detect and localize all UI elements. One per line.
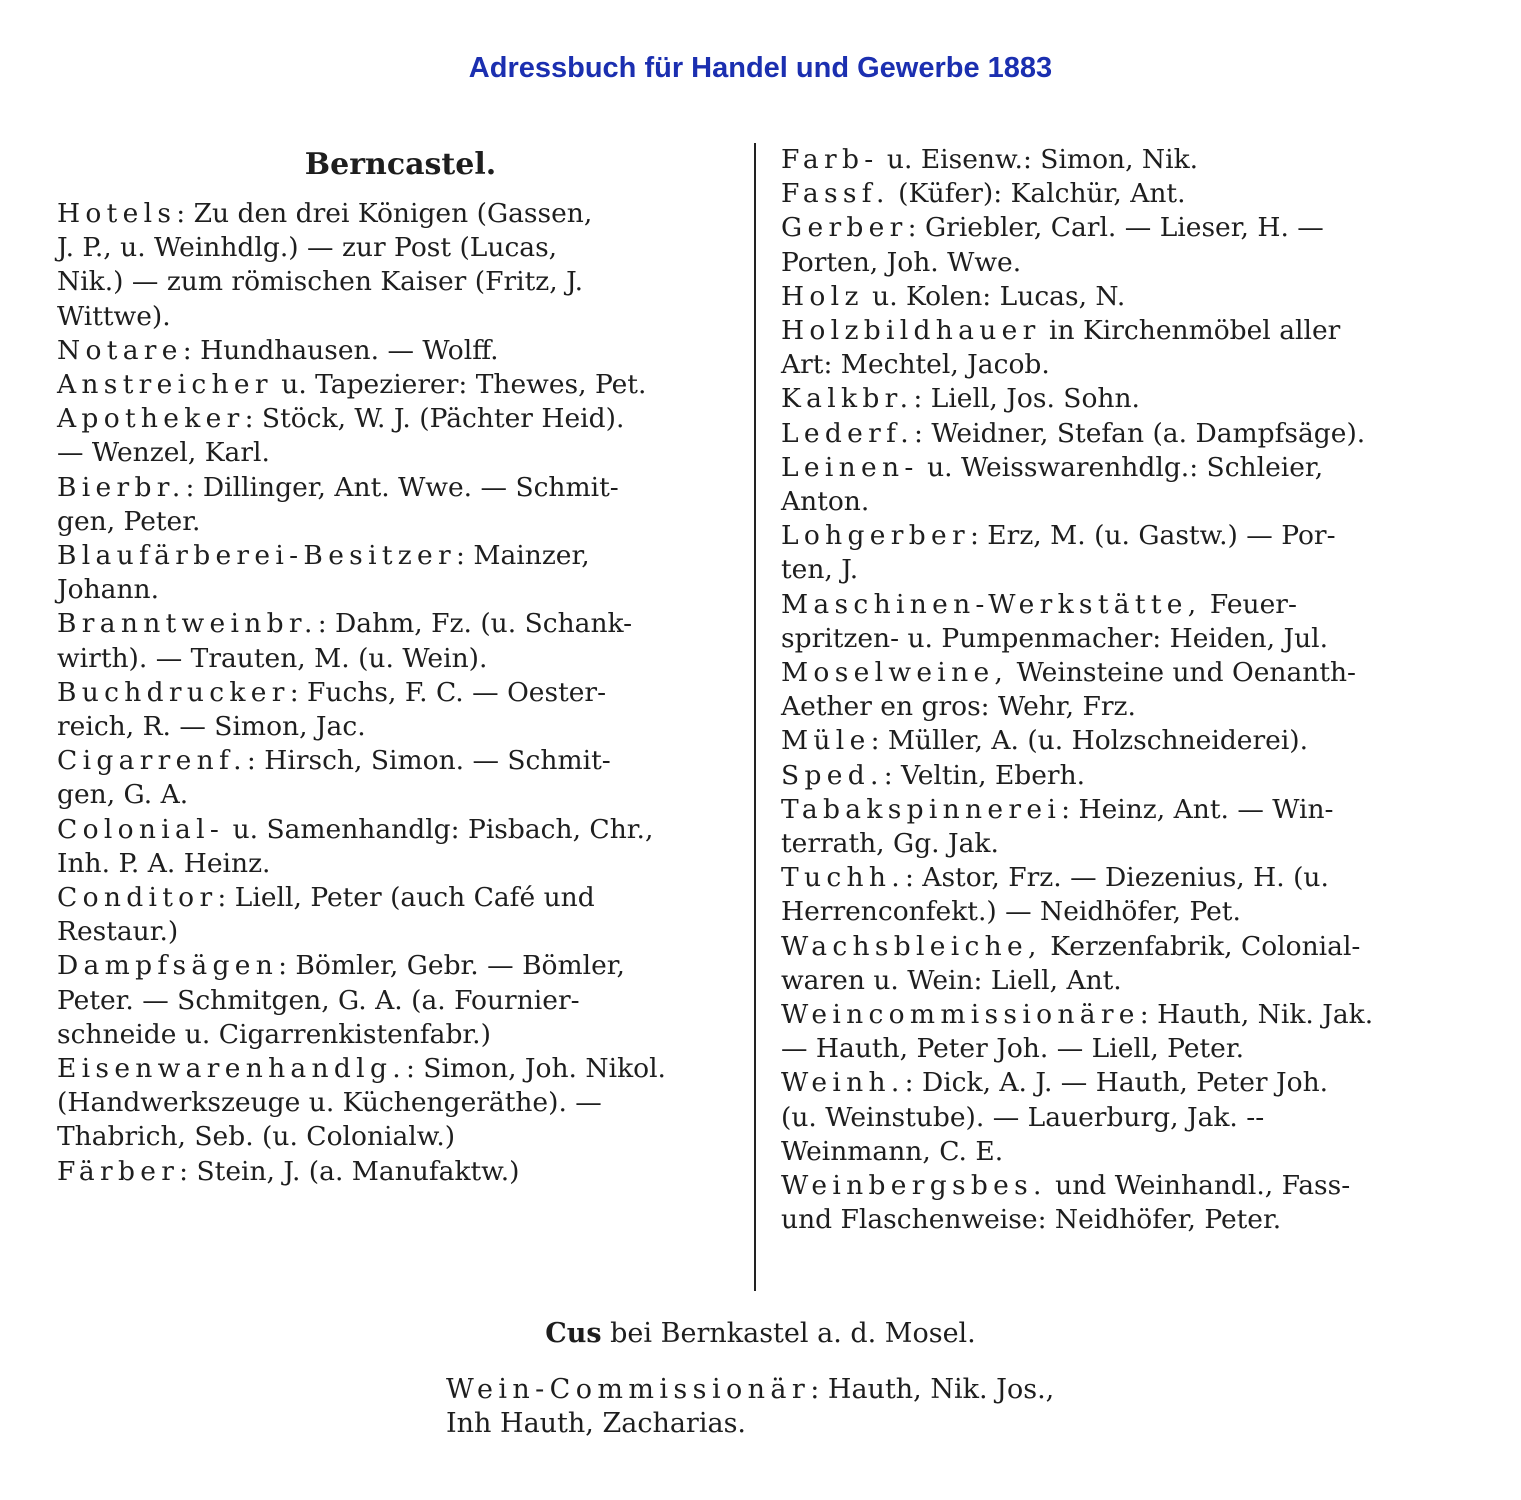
entry-line: Lohgerber: Erz, M. (u. Gastw.) — Por- <box>781 520 1336 552</box>
entry-line: Nik.) — zum römischen Kaiser (Fritz, J. <box>57 266 584 298</box>
footer-directory-entry <box>446 1373 1146 1441</box>
directory-entry <box>781 793 1461 861</box>
entry-line: schneide u. Cigarrenkistenfabr.) <box>57 1018 491 1050</box>
trade-category: Wein-Commissionär <box>446 1374 811 1405</box>
trade-category: Holzbildhauer <box>781 315 1041 347</box>
entry-line: Anstreicher u. Tapezierer: Thewes, Pet. <box>57 369 647 401</box>
trade-category: Fassf. <box>781 178 890 210</box>
entry-line: Sped.: Veltin, Eberh. <box>781 759 1086 791</box>
directory-entry <box>57 368 734 402</box>
entry-line: Thabrich, Seb. (u. Colonialw.) <box>57 1121 456 1153</box>
entry-line: Restaur.) <box>57 916 179 948</box>
entry-line: — Wenzel, Karl. <box>57 437 270 469</box>
entry-line: und Flaschenweise: Neidhöfer, Peter. <box>781 1204 1282 1236</box>
directory-entry <box>781 724 1461 758</box>
entry-line: terrath, Gg. Jak. <box>781 828 999 860</box>
town-heading: Berncastel. <box>304 147 497 182</box>
entry-line: Wein-Commissionär: Hauth, Nik. Jos., <box>446 1374 1055 1405</box>
left-column <box>57 145 734 1189</box>
entry-line: Dampfsägen: Bömler, Gebr. — Bömler, <box>57 950 625 982</box>
directory-entry <box>781 656 1461 724</box>
entry-line: Weinmann, C. E. <box>781 1135 1004 1167</box>
directory-entry <box>57 949 734 1052</box>
trade-category: Anstreicher <box>57 369 273 401</box>
entry-line: wirth). — Trauten, M. (u. Wein). <box>57 642 488 674</box>
entry-line: Johann. <box>57 574 160 606</box>
directory-entry <box>781 930 1461 998</box>
trade-category: Maschinen-Werkstätte, <box>781 588 1202 620</box>
entry-line: Tuchh.: Astor, Frz. — Diezenius, H. (u. <box>781 862 1329 894</box>
entry-line: Herrenconfekt.) — Neidhöfer, Pet. <box>781 896 1241 928</box>
entry-line: Art: Mechtel, Jacob. <box>781 349 1050 381</box>
page-banner-title: Adressbuch für Handel und Gewerbe 1883 <box>468 52 1053 84</box>
entry-line: spritzen- u. Pumpenmacher: Heiden, Jul. <box>781 622 1329 654</box>
directory-entry <box>781 1066 1461 1169</box>
directory-entry <box>781 451 1461 519</box>
trade-category: Holz <box>781 280 864 312</box>
directory-entry <box>57 881 734 949</box>
entry-line: J. P., u. Weinhdlg.) — zur Post (Lucas, <box>57 232 558 264</box>
entry-line: Farb- u. Eisenw.: Simon, Nik. <box>781 144 1199 175</box>
directory-entry <box>781 417 1461 451</box>
trade-category: Branntweinbr. <box>57 608 318 640</box>
right-entry-list <box>781 143 1461 1238</box>
trade-category: Notare <box>57 334 183 366</box>
entry-line: (Handwerkszeuge u. Küchengeräthe). — <box>57 1087 602 1119</box>
entry-line: Müle: Müller, A. (u. Holzschneiderei). <box>781 725 1309 757</box>
trade-category: Weinbergsbes. <box>781 1170 1047 1202</box>
trade-category: Conditor <box>57 882 218 914</box>
directory-entry <box>57 813 734 881</box>
directory-entry <box>781 861 1461 929</box>
trade-category: Moselweine, <box>781 657 1009 689</box>
entry-line: Tabakspinnerei: Heinz, Ant. — Win- <box>781 793 1334 825</box>
column-divider <box>754 143 756 1291</box>
entry-line: Blaufärberei-Besitzer: Mainzer, <box>57 540 590 572</box>
entry-line: Wachsbleiche, Kerzenfabrik, Colonial- <box>781 930 1361 962</box>
directory-entry <box>781 177 1461 211</box>
entry-line: Peter. — Schmitgen, G. A. (a. Fournier- <box>57 984 580 1016</box>
directory-entry <box>781 519 1461 587</box>
entry-line: Gerber: Griebler, Carl. — Lieser, H. — <box>781 212 1324 244</box>
entry-line: Bierbr.: Dillinger, Ant. Wwe. — Schmit- <box>57 471 619 503</box>
directory-entry <box>57 471 734 539</box>
directory-entry <box>781 314 1461 382</box>
entry-line: waren u. Wein: Liell, Ant. <box>781 964 1122 996</box>
directory-entry <box>781 998 1461 1066</box>
entry-line: Moselweine, Weinsteine und Oenanth- <box>781 657 1357 689</box>
entry-line: — Hauth, Peter Joh. — Liell, Peter. <box>781 1033 1245 1065</box>
trade-category: Wachsbleiche, <box>781 930 1042 962</box>
directory-entry <box>57 1155 734 1189</box>
entry-line: Eisenwarenhandlg.: Simon, Joh. Nikol. <box>57 1053 666 1085</box>
entry-line: Kalkbr.: Liell, Jos. Sohn. <box>781 383 1140 415</box>
directory-entry <box>57 1052 734 1155</box>
directory-entry <box>57 402 734 470</box>
entry-line: (u. Weinstube). — Lauerburg, Jak. -- <box>781 1101 1265 1133</box>
trade-category: Dampfsägen <box>57 950 279 982</box>
directory-entry <box>781 1169 1461 1237</box>
entry-line: gen, Peter. <box>57 505 201 537</box>
trade-category: Weinh. <box>781 1067 905 1099</box>
trade-category: Buchdrucker <box>57 676 290 708</box>
directory-entry <box>781 759 1461 793</box>
entry-line: Wittwe). <box>57 300 171 332</box>
entry-line: Buchdrucker: Fuchs, F. C. — Oester- <box>57 676 607 708</box>
entry-line: Hotels: Zu den drei Königen (Gassen, <box>57 198 593 229</box>
entry-line: Fassf. (Küfer): Kalchür, Ant. <box>781 178 1186 210</box>
trade-category: Eisenwarenhandlg. <box>57 1053 406 1085</box>
trade-category: Apotheker <box>57 403 245 435</box>
entry-line: reich, R. — Simon, Jac. <box>57 711 366 743</box>
trade-category: Lederf. <box>781 417 914 449</box>
trade-category: Tuchh. <box>781 862 905 894</box>
trade-category: Colonial- <box>57 813 225 845</box>
trade-category: Weincommissionäre <box>781 999 1140 1031</box>
entry-line: Holzbildhauer in Kirchenmöbel aller <box>781 315 1341 347</box>
directory-entry <box>57 607 734 675</box>
directory-entry <box>57 197 734 334</box>
trade-category: Sped. <box>781 759 884 791</box>
footer-place-name: Cus <box>545 1318 602 1349</box>
entry-line: Cigarrenf.: Hirsch, Simon. — Schmit- <box>57 745 611 777</box>
directory-entry <box>57 539 734 607</box>
right-column <box>781 143 1461 1238</box>
directory-entry <box>57 744 734 812</box>
directory-entry <box>781 382 1461 416</box>
entry-line: Inh. P. A. Heinz. <box>57 847 271 879</box>
entry-line: gen, G. A. <box>57 779 189 811</box>
entry-line: Leinen- u. Weisswarenhdlg.: Schleier, <box>781 451 1324 483</box>
entry-line: Notare: Hundhausen. — Wolff. <box>57 334 499 366</box>
trade-category: Cigarrenf. <box>57 745 247 777</box>
entry-line: Porten, Joh. Wwe. <box>781 246 1022 278</box>
entry-line: Weinh.: Dick, A. J. — Hauth, Peter Joh. <box>781 1067 1329 1099</box>
trade-category: Färber <box>57 1155 180 1187</box>
trade-category: Leinen- <box>781 451 919 483</box>
trade-category: Lohgerber <box>781 520 970 552</box>
trade-category: Müle <box>781 725 871 757</box>
entry-line: Färber: Stein, J. (a. Manufaktw.) <box>57 1155 520 1187</box>
directory-entry <box>57 676 734 744</box>
trade-category: Farb- <box>781 144 879 175</box>
directory-entry <box>781 588 1461 656</box>
footer-place-rest: bei Bernkastel a. d. Mosel. <box>601 1318 976 1349</box>
trade-category: Bierbr. <box>57 471 186 503</box>
entry-line: Weincommissionäre: Hauth, Nik. Jak. <box>781 999 1374 1031</box>
trade-category: Kalkbr. <box>781 383 914 415</box>
entry-line: Inh Hauth, Zacharias. <box>446 1408 747 1439</box>
entry-line: Holz u. Kolen: Lucas, N. <box>781 280 1126 312</box>
entry-line: Anton. <box>781 486 870 518</box>
trade-category: Blaufärberei-Besitzer <box>57 540 457 572</box>
footer-entry <box>446 1373 1146 1441</box>
trade-category: Gerber <box>781 212 908 244</box>
footer-town-heading <box>0 1318 1521 1349</box>
directory-entry <box>781 211 1461 279</box>
entry-line: Lederf.: Weidner, Stefan (a. Dampfsäge). <box>781 417 1366 449</box>
trade-category: Hotels <box>57 198 177 229</box>
entry-line: Maschinen-Werkstätte, Feuer- <box>781 588 1297 620</box>
entry-line: Apotheker: Stöck, W. J. (Pächter Heid). <box>57 403 625 435</box>
directory-entry <box>781 143 1461 177</box>
trade-category: Tabakspinnerei <box>781 793 1062 825</box>
entry-line: Branntweinbr.: Dahm, Fz. (u. Schank- <box>57 608 633 640</box>
left-entry-list <box>57 197 734 1189</box>
directory-entry <box>781 280 1461 314</box>
entry-line: Weinbergsbes. und Weinhandl., Fass- <box>781 1170 1351 1202</box>
entry-line: Colonial- u. Samenhandlg: Pisbach, Chr., <box>57 813 654 845</box>
entry-line: Aether en gros: Wehr, Frz. <box>781 691 1136 723</box>
entry-line: Conditor: Liell, Peter (auch Café und <box>57 882 595 914</box>
entry-line: ten, J. <box>781 554 859 586</box>
directory-entry <box>57 334 734 368</box>
